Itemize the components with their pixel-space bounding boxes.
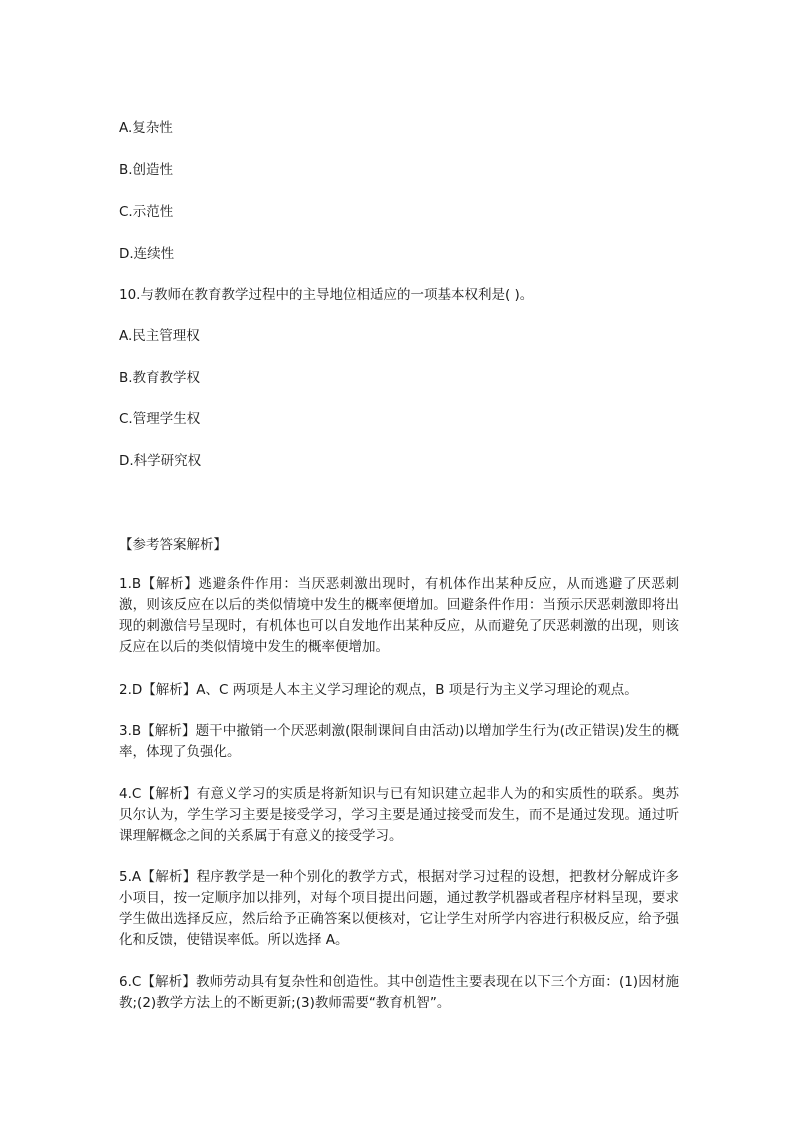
answers-heading: 【参考答案解析】 (119, 537, 227, 553)
q10-stem: 10.与教师在教育教学过程中的主导地位相适应的一项基本权利是( )。 (119, 287, 534, 303)
answer-4: 4.C【解析】有意义学习的实质是将新知识与已有知识建立起非人为的和实质性的联系。奥苏贝尔认为，学生学习主要是接受学习，学习主要是通过接受而发生，而不是通过发现。通过听课理解概念之间的关系属于有意义的接受学习。 (119, 786, 679, 844)
q10-option-d: D.科学研究权 (119, 453, 202, 469)
q9-option-b: B.创造性 (119, 162, 174, 178)
q10-option-b: B.教育教学权 (119, 370, 201, 386)
q10-option-c: C.管理学生权 (119, 411, 201, 427)
answer-3: 3.B【解析】题干中撤销一个厌恶刺激(限制课间自由活动)以增加学生行为(改正错误)发生的概率，体现了负强化。 (119, 723, 679, 760)
answer-1: 1.B【解析】逃避条件作用：当厌恶刺激出现时，有机体作出某种反应，从而逃避了厌恶刺激，则该反应在以后的类似情境中发生的概率便增加。回避条件作用：当预示厌恶刺激即将出现的刺激信号呈现时，有机体也可以自发地作出某种反应，从而避免了厌恶刺激的出现，则该反应在以后的类似情境中发生的概率便增加。 (119, 576, 679, 655)
q10-option-a: A.民主管理权 (119, 328, 200, 344)
q9-option-c: C.示范性 (119, 204, 174, 220)
q9-option-d: D.连续性 (119, 246, 175, 262)
answer-2: 2.D【解析】A、C 两项是人本主义学习理论的观点，B 项是行为主义学习理论的观点。 (119, 682, 638, 698)
answer-6: 6.C【解析】教师劳动具有复杂性和创造性。其中创造性主要表现在以下三个方面：(1)因材施教;(2)教学方法上的不断更新;(3)教师需要“教育机智”。 (119, 974, 679, 1011)
answer-5: 5.A【解析】程序教学是一种个别化的教学方式，根据对学习过程的设想，把教材分解成许多小项目，按一定顺序加以排列，对每个项目提出问题，通过教学机器或者程序材料呈现，要求学生做出选择反应，然后给予正确答案以便核对，它让学生对所学内容进行积极反应，给予强化和反馈，使错误率低。所以选择 A。 (119, 869, 679, 948)
q9-option-a: A.复杂性 (119, 120, 173, 136)
